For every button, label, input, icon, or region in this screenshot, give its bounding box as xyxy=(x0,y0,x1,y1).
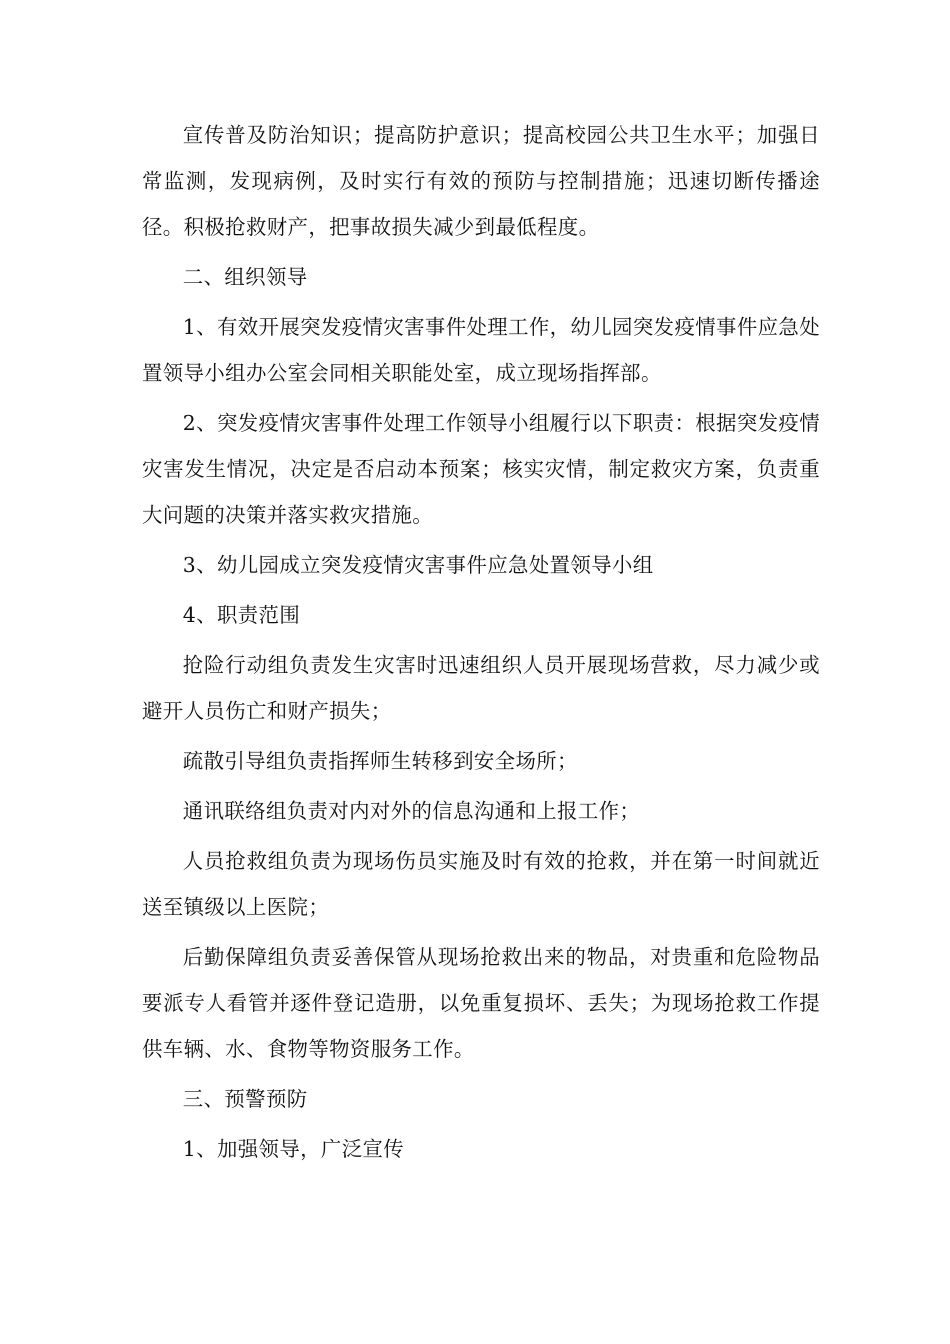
paragraph-rescue-group: 抢险行动组负责发生灾害时迅速组织人员开展现场营救，尽力减少或避开人员伤亡和财产损失； xyxy=(142,653,820,723)
paragraph-evacuation-group: 疏散引导组负责指挥师生转移到安全场所； xyxy=(182,749,578,773)
paragraph-item-1: 1、有效开展突发疫情灾害事件处理工作，幼儿园突发疫情事件应急处置领导小组办公室会同相关职能处室，成立现场指挥部。 xyxy=(142,315,820,385)
section-heading-organization: 二、组织领导 xyxy=(182,265,308,289)
paragraph-item-2: 2、突发疫情灾害事件处理工作领导小组履行以下职责：根据突发疫情灾害发生情况，决定是否启动本预案；核实灾情，制定救灾方案，负责重大问题的决策并落实救灾措施。 xyxy=(142,411,820,527)
paragraph-1: 宣传普及防治知识；提高防护意识；提高校园公共卫生水平；加强日常监测，发现病例，及时实行有效的预防与控制措施；迅速切断传播途径。积极抢救财产，把事故损失减少到最低程度。 xyxy=(142,123,820,239)
paragraph-communication-group: 通讯联络组负责对内对外的信息沟通和上报工作； xyxy=(182,799,641,823)
paragraph-medical-group: 人员抢救组负责为现场伤员实施及时有效的抢救，并在第一时间就近送至镇级以上医院； xyxy=(142,849,820,919)
paragraph-item-4: 4、职责范围 xyxy=(182,603,301,627)
paragraph-prevention-item-1: 1、加强领导，广泛宣传 xyxy=(182,1137,405,1161)
document-body xyxy=(142,112,820,1176)
section-heading-prevention: 三、预警预防 xyxy=(182,1087,308,1111)
paragraph-logistics-group: 后勤保障组负责妥善保管从现场抢救出来的物品，对贵重和危险物品要派专人看管并逐件登记造册，以免重复损坏、丢失；为现场抢救工作提供车辆、水、食物等物资服务工作。 xyxy=(142,945,820,1061)
paragraph-item-3: 3、幼儿园成立突发疫情灾害事件应急处置领导小组 xyxy=(182,553,654,577)
